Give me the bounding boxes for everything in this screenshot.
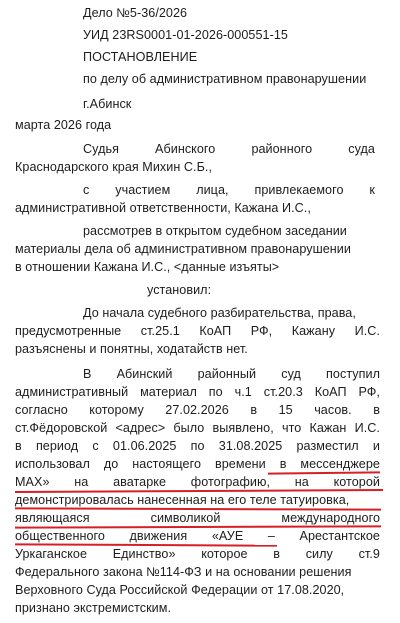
paragraph-rights-line-2: предусмотренные ст.25.1 КоАП РФ, Кажану И.С. [15,324,380,338]
paragraph-facts-line-8: демонстрировалась нанесенная на его теле татуировка, [15,493,350,507]
paragraph-facts-line-3: согласно которому 27.02.2026 в 15 часов. в [15,403,380,417]
paragraph-facts-line-2: административный материал по ч.1 ст.20.3 КоАП РФ, [15,385,380,399]
paragraph-facts-line-11: Уркаганское Единство» которое в силу ст.9 [15,547,380,561]
paragraph-rights-line-3: разъяснены и понятны, ходатайств нет. [15,342,248,356]
paragraph-rights-line-1: До начала судебного разбирательства, права, [83,306,356,320]
case-uid: УИД 23RS0001-01-2026-000551-15 [83,28,288,42]
paragraph-participant-line-2: административной ответственности, Кажана И.С., [15,201,311,215]
established-heading: установил: [147,283,212,297]
document-date: марта 2026 года [15,118,112,132]
paragraph-facts-line-1: В Абинский районный суд поступил [83,367,380,381]
paragraph-review-line-3: в отношении Кажана И.С., <данные изъяты> [15,260,280,274]
paragraph-judge-line-1: Судья Абинского районного суда [83,142,375,156]
paragraph-review-line-2: материалы дела об административном правонарушении [15,242,351,256]
paragraph-facts-line-12: Федерального закона №114-ФЗ и на основании решения [15,565,352,579]
paragraph-judge-line-2: Краснодарского края Михин С.Б., [15,160,213,174]
paragraph-facts-line-4: ст.Фёдоровской <адрес> было выявлено, что Кажан И.С. [15,421,380,435]
city: г.Абинск [83,97,132,111]
paragraph-facts-line-5: в период с 01.06.2025 по 31.08.2025 разместил и [15,439,380,453]
paragraph-facts-line-6: использовал до настоящего времени в мессенджере [15,457,380,471]
paragraph-review-line-1: рассмотрев в открытом судебном заседании [83,224,347,238]
paragraph-facts-line-13: Верховного Суда Российской Федерации от 17.08.2020, [15,583,345,597]
document-type: ПОСТАНОВЛЕНИЕ [83,50,198,64]
case-number: Дело №5-36/2026 [83,6,188,20]
paragraph-participant-line-1: с участием лица, привлекаемого к [83,183,375,197]
paragraph-facts-line-10: общественного движения «АУЕ – Арестантское [15,529,380,543]
document-subject: по делу об административном правонарушении [83,72,367,86]
paragraph-facts-line-9: являющаяся символикой международного [15,511,380,525]
paragraph-facts-line-14: признано экстремистским. [15,601,172,615]
paragraph-facts-line-7: MAX» на аватарке фотографию, на которой [15,475,380,489]
